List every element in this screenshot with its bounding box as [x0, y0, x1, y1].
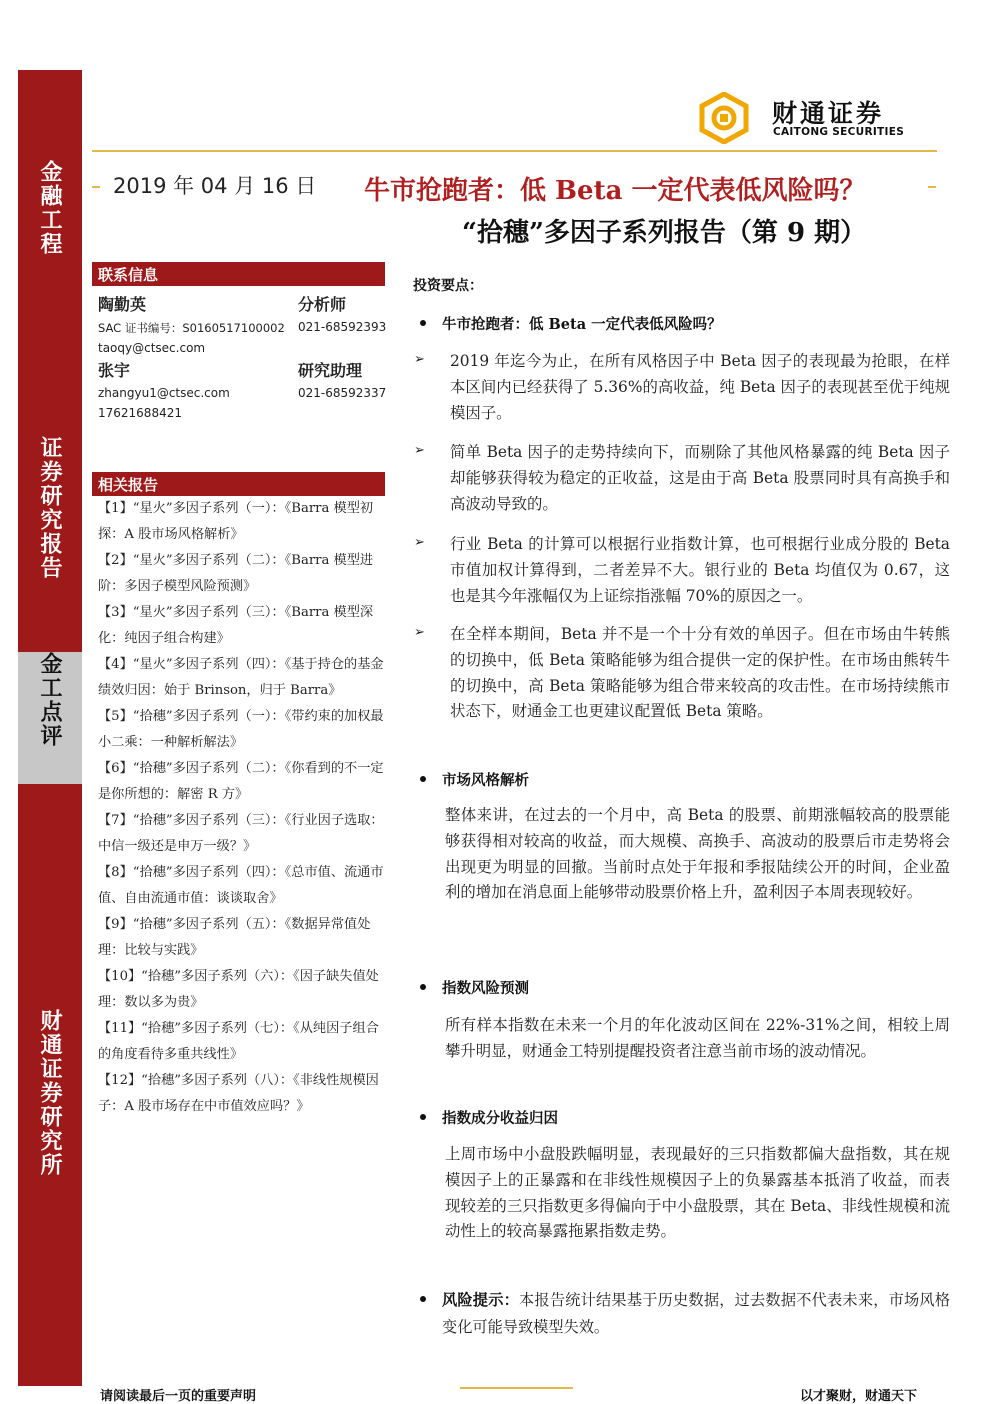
sidebar-label-category: 金融工程: [37, 160, 63, 256]
sidebar-block-institute: [18, 784, 82, 1386]
analyst-email[interactable]: taoqy@ctsec.com: [98, 341, 206, 355]
related-heading: 相关报告: [92, 472, 385, 496]
sidebar-block-category: [18, 70, 82, 436]
footer-disclaimer: 请阅读最后一页的重要声明: [100, 1389, 257, 1404]
brand-logo: [696, 92, 936, 144]
related-report-item[interactable]: 【12】“拾穗”多因子系列（八）：《非线性规模因子：A 股市场存在中市值效应吗？》: [98, 1073, 379, 1114]
arrow-bullet-icon: ➢: [414, 352, 425, 367]
arrow-bullet-icon: ➢: [414, 535, 425, 550]
bullet-dot-icon: [420, 984, 426, 990]
sidebar-label-type: 证券研究报告: [37, 436, 63, 580]
related-report-list: [98, 496, 388, 1120]
section-title-attribution: 指数成分收益归因: [442, 1110, 558, 1127]
related-report-item[interactable]: 【1】“星火”多因子系列（一）：《Barra 模型初探：A 股市场风格解析》: [98, 501, 374, 542]
related-report-item[interactable]: 【6】“拾穗”多因子系列（二）：《你看到的不一定是你所想的：解密 R 方》: [98, 761, 384, 802]
sidebar-block-column: [18, 652, 82, 784]
brand-name-cn: 财通证券: [772, 99, 885, 128]
report-date: 2019 年 04 月 16 日: [113, 174, 317, 198]
sidebar: [18, 70, 82, 1386]
bullet-dot-icon: [420, 1296, 426, 1302]
report-subtitle: “拾穗”多因子系列报告（第 9 期）: [462, 218, 867, 248]
related-report-item[interactable]: 【7】“拾穗”多因子系列（三）：《行业因子选取：中信一级还是申万一级？》: [98, 813, 384, 854]
section-paragraph-attribution: 上周市场中小盘股跌幅明显，表现最好的三只指数都偏大盘指数，其在规模因子上的正暴露和在非线性规模因子上的负暴露基本抵消了收益，而表现较差的三只指数更多得偏向于中小盘股票，其在 Beta、非线性规模和流动性上的较高暴露拖累指数走势。: [445, 1145, 950, 1241]
contact-heading: 联系信息: [92, 262, 385, 286]
sidebar-label-column: 金工点评: [37, 652, 63, 748]
assistant-name: 张宇: [98, 361, 131, 380]
assistant-mobile: 17621688421: [98, 406, 182, 420]
report-title: 牛市抢跑者：低 Beta 一定代表低风险吗？: [364, 176, 866, 206]
analyst-phone: 021-68592393: [298, 320, 387, 334]
related-report-item[interactable]: 【9】“拾穗”多因子系列（五）：《数据异常值处理：比较与实践》: [98, 917, 371, 958]
section-paragraph-risk-forecast: 所有样本指数在未来一个月的年化波动区间在 22%-31%之间，相较上周攀升明显，财通金工特别提醒投资者注意当前市场的波动情况。: [445, 1016, 950, 1060]
investment-highlights-label: 投资要点：: [413, 278, 483, 294]
section-title-style: 市场风格解析: [442, 772, 529, 789]
analyst-name: 陶勤英: [98, 295, 147, 314]
logo-emblem-icon: [696, 92, 752, 144]
footer-slogan: 以才聚财，财通天下: [800, 1389, 918, 1404]
related-report-item[interactable]: 【3】“星火”多因子系列（三）：《Barra 模型深化：纯因子组合构建》: [98, 605, 374, 646]
point-paragraph: 在全样本期间，Beta 并不是一个十分有效的单因子。但在市场由牛转熊的切换中，低 Beta 策略能够为组合提供一定的保护性。在市场由熊转牛的切换中，高 Beta 策略能够为组合带来较高的攻击性。在市场持续熊市状态下，财通金工也更建议配置低 Beta 策略。: [450, 625, 950, 721]
assistant-role: 研究助理: [298, 361, 363, 380]
brand-name-en: CAITONG SECURITIES: [773, 126, 905, 138]
section-title-risk-forecast: 指数风险预测: [442, 980, 529, 997]
dash-decoration: [92, 186, 100, 188]
dash-decoration: [928, 186, 936, 188]
arrow-bullet-icon: ➢: [414, 443, 425, 458]
risk-warning-text: 本报告统计结果基于历史数据，过去数据不代表未来，市场风格变化可能导致模型失效。: [442, 1291, 951, 1336]
risk-warning-label: 风险提示：: [442, 1291, 520, 1309]
analyst-sac: SAC 证书编号：S0160517100002: [98, 321, 285, 335]
related-report-item[interactable]: 【8】“拾穗”多因子系列（四）：《总市值、流通市值、自由流通市值：谈谈取舍》: [98, 865, 384, 906]
assistant-email[interactable]: zhangyu1@ctsec.com: [98, 386, 230, 400]
section-paragraph-style: 整体来讲，在过去的一个月中，高 Beta 的股票、前期涨幅较高的股票能够获得相对较高的收益，而大规模、高换手、高波动的股票后市走势将会出现更为明显的回撤。当前时点处于年报和季报陆续公开的时间，企业盈利的增加在消息面上能够带动股票价格上升，盈利因子本周表现较好。: [445, 806, 950, 902]
risk-warning: [442, 1287, 950, 1341]
related-report-item[interactable]: 【5】“拾穗”多因子系列（一）：《带约束的加权最小二乘：一种解析解法》: [98, 709, 384, 750]
related-report-item[interactable]: 【4】“星火”多因子系列（四）：《基于持仓的基金绩效归因：始于 Brinson，归于 Barra》: [98, 657, 384, 698]
analyst-role: 分析师: [298, 295, 347, 314]
bullet-dot-icon: [420, 776, 426, 782]
related-report-item[interactable]: 【2】“星火”多因子系列（二）：《Barra 模型进阶：多因子模型风险预测》: [98, 553, 374, 594]
bullet-dot-icon: [420, 320, 426, 326]
point-paragraph: 行业 Beta 的计算可以根据行业指数计算，也可根据行业成分股的 Beta 市值加权计算得到，二者差异不大。银行业的 Beta 均值仅为 0.67，这也是其今年涨幅仅为上证综指涨幅 70%的原因之一。: [450, 535, 950, 605]
related-report-item[interactable]: 【11】“拾穗”多因子系列（七）：《从纯因子组合的角度看待多重共线性》: [98, 1021, 379, 1062]
footer-rule: [460, 1387, 573, 1389]
section-title-beta: 牛市抢跑者：低 Beta 一定代表低风险吗？: [442, 316, 722, 333]
arrow-bullet-icon: ➢: [414, 625, 425, 640]
related-report-item[interactable]: 【10】“拾穗”多因子系列（六）：《因子缺失值处理：数以多为贵》: [98, 969, 379, 1010]
sidebar-label-institute: 财通证券研究所: [37, 1009, 63, 1177]
point-paragraph: 简单 Beta 因子的走势持续向下，而剔除了其他风格暴露的纯 Beta 因子却能够获得较为稳定的正收益，这是由于高 Beta 股票同时具有高换手和高波动导致的。: [450, 443, 950, 513]
point-paragraph: 2019 年迄今为止，在所有风格因子中 Beta 因子的表现最为抢眼，在样本区间内已经获得了 5.36%的高收益，纯 Beta 因子的表现甚至优于纯规模因子。: [450, 352, 950, 422]
bullet-dot-icon: [420, 1114, 426, 1120]
assistant-phone: 021-68592337: [298, 386, 387, 400]
sidebar-block-type: [18, 436, 82, 652]
header-rule: [92, 150, 937, 152]
